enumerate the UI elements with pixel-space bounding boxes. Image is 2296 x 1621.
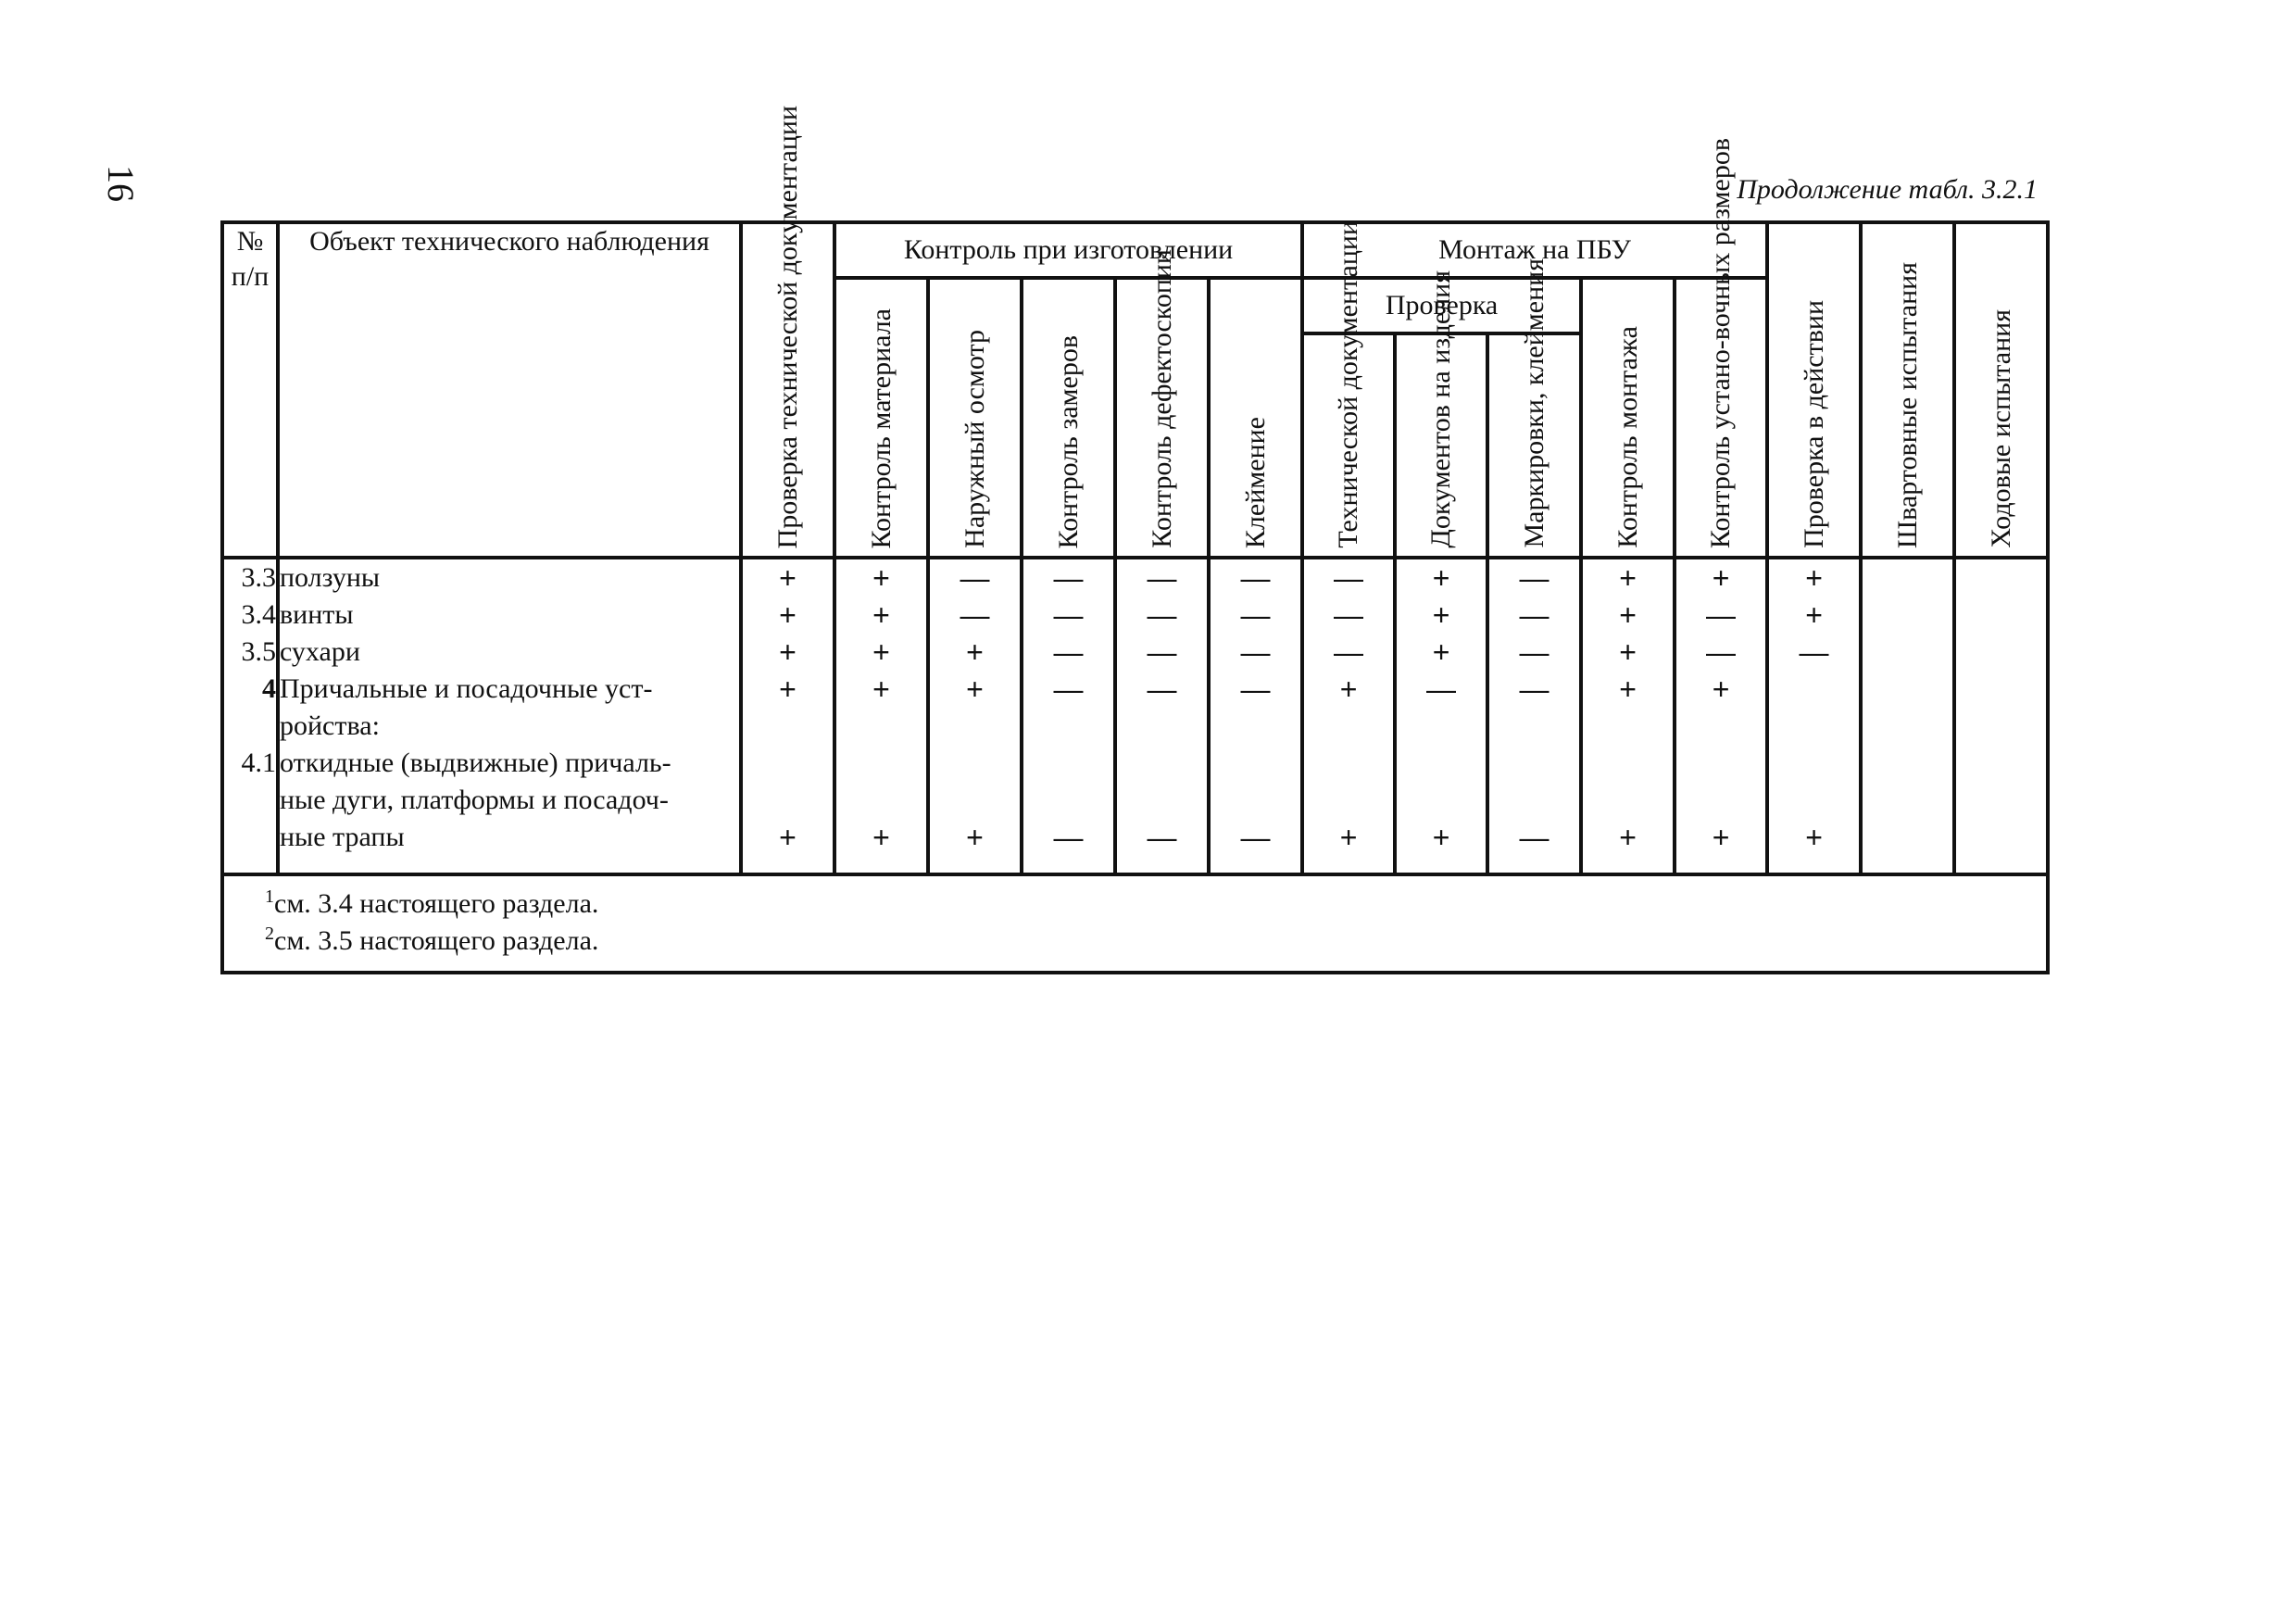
mark-cell [743, 597, 833, 634]
mark-cell [1863, 634, 1952, 671]
header-check-col: Маркировки, клеймения [1487, 333, 1581, 558]
mark-cell [1769, 819, 1859, 856]
row-mark: + [1619, 598, 1637, 632]
row-mark: — [1053, 821, 1084, 854]
header-object: Объект технического наблюдения [278, 222, 741, 558]
mark-cell [1676, 559, 1765, 597]
mark-cell [1023, 597, 1113, 634]
page-number: 16 [100, 165, 142, 202]
mark-cell [1023, 634, 1113, 671]
row-mark: + [1432, 635, 1450, 669]
mark-cell [930, 559, 1020, 597]
footnote: $^2$см. 3.5 настоящего раздела. [265, 924, 599, 956]
mark-spacer [1863, 782, 1952, 819]
header-control-col: Клеймение [1209, 278, 1302, 558]
header-control-col: Контроль дефектоскопии [1115, 278, 1209, 558]
mark-column [834, 558, 928, 874]
mark-cell [1397, 819, 1486, 856]
mark-cell [1956, 597, 2046, 634]
mark-cell [1397, 671, 1486, 708]
mark-cell [1489, 597, 1579, 634]
row-number: 4.1 [241, 748, 276, 778]
mark-spacer [1956, 708, 2046, 745]
mark-spacer [1117, 782, 1207, 819]
mark-cell [743, 819, 833, 856]
mark-spacer [930, 708, 1020, 745]
mark-cell [1863, 671, 1952, 708]
row-mark: — [1519, 821, 1549, 854]
mark-column [1115, 558, 1209, 874]
mark-column [1209, 558, 1302, 874]
mark-spacer [743, 745, 833, 782]
mark-cell [743, 634, 833, 671]
row-mark: — [1240, 598, 1271, 632]
mark-spacer [1676, 708, 1765, 745]
row-mark: + [779, 635, 797, 669]
row-mark: + [1805, 561, 1823, 595]
mark-cell [1117, 671, 1207, 708]
row-mark: — [1147, 598, 1177, 632]
mark-column [741, 558, 834, 874]
mark-cell [836, 671, 926, 708]
mark-cell [1023, 559, 1113, 597]
row-mark: + [779, 821, 797, 854]
num-column [222, 558, 278, 874]
row-mark: — [1053, 635, 1084, 669]
row-mark: — [1519, 635, 1549, 669]
row-mark: + [1432, 821, 1450, 854]
mark-cell [1397, 597, 1486, 634]
mark-spacer [1397, 782, 1486, 819]
row-mark: — [1053, 598, 1084, 632]
row-mark: + [1432, 598, 1450, 632]
mark-cell [1583, 819, 1673, 856]
row-number-spacer [224, 782, 276, 819]
row-object-text: ные дуги, платформы и посадоч- [280, 785, 669, 815]
mark-spacer [1769, 782, 1859, 819]
mark-cell [1117, 559, 1207, 597]
mark-column [1767, 558, 1861, 874]
header-mount-group: Монтаж на ПБУ [1302, 222, 1767, 278]
mark-spacer [1117, 745, 1207, 782]
mark-spacer [1397, 745, 1486, 782]
mark-cell [1304, 634, 1393, 671]
mark-column [928, 558, 1022, 874]
row-mark: — [1240, 672, 1271, 706]
mark-cell [1676, 819, 1765, 856]
mark-cell [1304, 819, 1393, 856]
mark-cell [836, 634, 926, 671]
header-control-group: Контроль при изготовлении [834, 222, 1302, 278]
mark-cell [836, 559, 926, 597]
mark-spacer [1583, 708, 1673, 745]
mark-spacer [1023, 745, 1113, 782]
row-mark: + [1619, 635, 1637, 669]
mark-cell [1304, 671, 1393, 708]
row-object-text: ройства: [280, 710, 380, 741]
mark-cell [1489, 634, 1579, 671]
mark-cell [930, 597, 1020, 634]
mark-cell [836, 819, 926, 856]
row-mark: — [960, 598, 990, 632]
mark-cell [1117, 634, 1207, 671]
mark-spacer [836, 708, 926, 745]
mark-cell [1769, 559, 1859, 597]
row-object-text: Причальные и посадочные уст- [280, 673, 653, 704]
mark-spacer [1956, 745, 2046, 782]
mark-spacer [1769, 708, 1859, 745]
mark-spacer [1863, 745, 1952, 782]
mark-spacer [1023, 782, 1113, 819]
mark-cell [1583, 671, 1673, 708]
mark-cell [1583, 597, 1673, 634]
row-object-text: ползуны [280, 562, 381, 593]
mark-spacer [1489, 745, 1579, 782]
row-mark: + [1339, 821, 1358, 854]
row-mark: + [1432, 561, 1450, 595]
row-mark: + [779, 672, 797, 706]
mark-cell [1863, 819, 1952, 856]
mark-cell [1397, 559, 1486, 597]
row-mark: + [872, 635, 890, 669]
mark-cell [1956, 819, 2046, 856]
header-tail-col: Проверка в действии [1767, 222, 1861, 558]
mark-spacer [1583, 745, 1673, 782]
row-object-text: ные трапы [280, 822, 405, 852]
mark-spacer [1211, 782, 1300, 819]
mark-column [1302, 558, 1395, 874]
row-number: 3.4 [241, 599, 276, 630]
row-mark: + [872, 598, 890, 632]
row-object-text: сухари [280, 636, 360, 667]
row-mark: — [1334, 561, 1364, 595]
mark-spacer [1956, 782, 2046, 819]
mark-cell [1211, 671, 1300, 708]
header-check-docs: Проверка технической документации [741, 222, 834, 558]
row-mark: — [1147, 672, 1177, 706]
mark-spacer [1489, 782, 1579, 819]
row-mark: + [1712, 821, 1730, 854]
mark-cell [1676, 634, 1765, 671]
mark-column [1954, 558, 2048, 874]
mark-spacer [1304, 745, 1393, 782]
mark-cell [836, 597, 926, 634]
mark-cell [930, 634, 1020, 671]
row-mark: — [1240, 635, 1271, 669]
row-mark: — [1706, 635, 1737, 669]
row-mark: + [966, 672, 984, 706]
mark-spacer [836, 745, 926, 782]
mark-cell [1397, 634, 1486, 671]
row-mark: + [1339, 672, 1358, 706]
mark-column [1861, 558, 1954, 874]
mark-cell [1211, 597, 1300, 634]
header-mount-col: Контроль устано-вочных размеров [1675, 278, 1767, 558]
row-mark: + [1619, 561, 1637, 595]
row-mark: — [1334, 598, 1364, 632]
mark-cell [1304, 597, 1393, 634]
header-control-col: Наружный осмотр [928, 278, 1022, 558]
mark-cell [1304, 559, 1393, 597]
header-tail-col: Швартовные испытания [1861, 222, 1954, 558]
header-control-col: Контроль материала [834, 278, 928, 558]
mark-cell [1863, 597, 1952, 634]
mark-spacer [1211, 745, 1300, 782]
mark-cell [1023, 819, 1113, 856]
mark-spacer [1304, 708, 1393, 745]
mark-cell [1489, 671, 1579, 708]
mark-cell [1489, 819, 1579, 856]
row-mark: — [1519, 672, 1549, 706]
mark-cell [1769, 634, 1859, 671]
mark-cell [1676, 597, 1765, 634]
mark-cell [1956, 559, 2046, 597]
mark-cell [1211, 819, 1300, 856]
mark-cell [1676, 671, 1765, 708]
row-mark: + [872, 672, 890, 706]
row-object-text: откидные (выдвижные) причаль- [280, 748, 671, 778]
row-mark: + [1712, 561, 1730, 595]
mark-cell [1863, 559, 1952, 597]
mark-column [1487, 558, 1581, 874]
mark-cell [1769, 671, 1859, 708]
mark-spacer [743, 782, 833, 819]
mark-spacer [836, 782, 926, 819]
mark-spacer [1304, 782, 1393, 819]
mark-cell [743, 671, 833, 708]
mark-cell [1583, 559, 1673, 597]
mark-column [1395, 558, 1487, 874]
mark-cell [1117, 597, 1207, 634]
mark-cell [1117, 819, 1207, 856]
row-mark: + [872, 561, 890, 595]
row-object-text: винты [280, 599, 354, 630]
row-mark: — [1706, 598, 1737, 632]
mark-spacer [1769, 745, 1859, 782]
row-mark: — [1240, 821, 1271, 854]
mark-spacer [1023, 708, 1113, 745]
mark-spacer [1489, 708, 1579, 745]
mark-cell [1211, 634, 1300, 671]
header-num: № п/п [222, 222, 278, 558]
mark-cell [930, 819, 1020, 856]
header-check-col: Технической документации [1302, 333, 1395, 558]
row-mark: — [1240, 561, 1271, 595]
footnotes [222, 874, 2048, 973]
mark-spacer [1676, 782, 1765, 819]
header-check-group: Проверка [1302, 278, 1581, 333]
row-mark: — [1147, 821, 1177, 854]
row-mark: + [966, 635, 984, 669]
mark-spacer [1676, 745, 1765, 782]
mark-spacer [743, 708, 833, 745]
row-mark: + [1619, 672, 1637, 706]
mark-cell [1583, 634, 1673, 671]
row-mark: — [960, 561, 990, 595]
row-mark: — [1053, 561, 1084, 595]
mark-spacer [1117, 708, 1207, 745]
mark-spacer [1583, 782, 1673, 819]
row-mark: — [1053, 672, 1084, 706]
mark-column [1022, 558, 1115, 874]
mark-spacer [1211, 708, 1300, 745]
row-mark: + [779, 561, 797, 595]
mark-column [1581, 558, 1675, 874]
row-mark: + [872, 821, 890, 854]
row-mark: + [1712, 672, 1730, 706]
header-mount-col: Контроль монтажа [1581, 278, 1675, 558]
row-number-spacer [224, 819, 276, 856]
mark-cell [1956, 634, 2046, 671]
row-mark: — [1799, 635, 1829, 669]
mark-cell [1023, 671, 1113, 708]
header-tail-col: Ходовые испытания [1954, 222, 2048, 558]
row-mark: + [1805, 821, 1823, 854]
row-mark: — [1147, 635, 1177, 669]
header-check-col: Документов на изделия [1395, 333, 1487, 558]
row-mark: + [1805, 598, 1823, 632]
mark-cell [1489, 559, 1579, 597]
row-mark: + [966, 821, 984, 854]
table-caption: Продолжение табл. 3.2.1 [1737, 174, 2038, 205]
row-mark: — [1519, 561, 1549, 595]
row-mark: + [1619, 821, 1637, 854]
row-mark: + [779, 598, 797, 632]
mark-spacer [1397, 708, 1486, 745]
row-mark: — [1147, 561, 1177, 595]
row-number: 4 [262, 673, 276, 704]
mark-cell [1769, 597, 1859, 634]
row-number: 3.5 [241, 636, 276, 667]
mark-spacer [1863, 708, 1952, 745]
row-number: 3.3 [241, 562, 276, 593]
mark-spacer [930, 782, 1020, 819]
mark-cell [1211, 559, 1300, 597]
mark-column [1675, 558, 1767, 874]
mark-cell [930, 671, 1020, 708]
mark-cell [743, 559, 833, 597]
row-mark: — [1426, 672, 1457, 706]
row-number-spacer [224, 708, 276, 745]
footnote: $^1$см. 3.4 настоящего раздела. [265, 886, 599, 919]
row-mark: — [1519, 598, 1549, 632]
mark-cell [1956, 671, 2046, 708]
row-mark: — [1334, 635, 1364, 669]
header-control-col: Контроль замеров [1022, 278, 1115, 558]
mark-spacer [930, 745, 1020, 782]
object-column [278, 558, 741, 874]
